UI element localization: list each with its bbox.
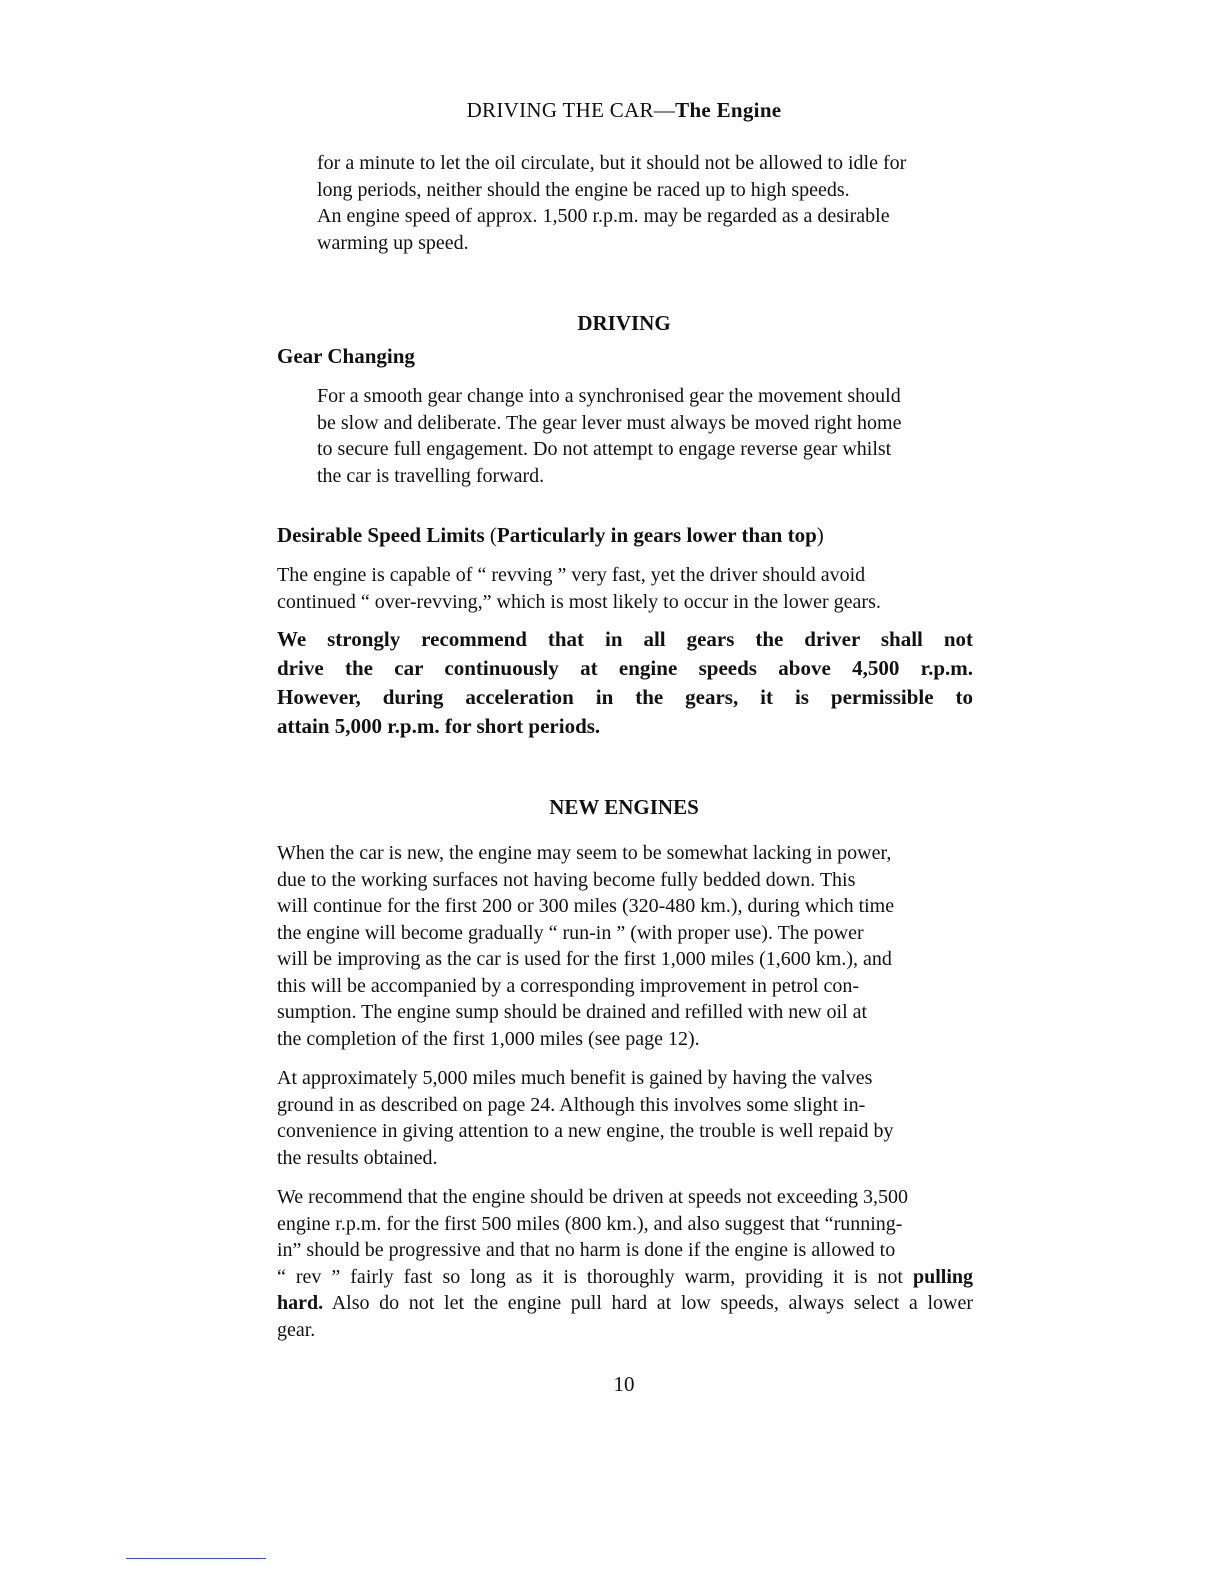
warning-line: However, during acceleration in the gears, it is permissible to [277,685,973,709]
text-line: be slow and deliberate. The gear lever must always be moved right home [317,411,902,434]
text-line-5 [277,1290,973,1317]
text-line: to secure full engagement. Do not attempt to engage reverse gear whilst [317,438,892,460]
text-line: At approximately 5,000 miles much benefit is gained by having the valves [277,1067,873,1089]
new-engines-paragraph-2 [277,1065,973,1171]
warning-line: drive the car continuously at engine speeds above 4,500 r.p.m. [277,656,973,680]
text-line: For a smooth gear change into a synchronised gear the movement should [317,385,901,407]
text-line: the engine will become gradually “ run-in ” (with proper use). The power [277,921,864,944]
speed-limits-heading: Desirable Speed Limits [277,523,485,547]
text-line: ground in as described on page 24. Although this involves some slight in- [277,1093,866,1116]
paren-close: ) [816,523,824,547]
text-line: sumption. The engine sump should be drained and refilled with new oil at [277,1001,868,1023]
text-line: long periods, neither should the engine be raced up to high speeds. [317,178,850,201]
text-line: We recommend that the engine should be driven at speeds not exceeding 3,500 [277,1186,908,1208]
subheading-gear-changing: Gear Changing [277,344,415,368]
warning-line: We strongly recommend that in all gears the driver shall not [277,627,973,651]
text-line: gear. [277,1318,316,1341]
text-line: this will be accompanied by a corresponding improvement in petrol con- [277,974,860,997]
speed-warning [277,625,973,741]
bold-text-run: hard. [277,1292,324,1314]
text-line: The engine is capable of “ revving ” very fast, yet the driver should avoid [277,564,866,586]
new-engines-paragraph-3 [277,1184,973,1343]
text-line: in” should be progressive and that no harm is done if the engine is allowed to [277,1239,896,1261]
text-line: convenience in giving attention to a new engine, the trouble is well repaid by [277,1120,894,1142]
bold-text-run: pulling [912,1265,973,1288]
text-line: the completion of the first 1,000 miles (see page 12). [277,1027,700,1050]
footnote-rule [126,1558,266,1559]
page-number: 10 [613,1372,635,1396]
warning-line: attain 5,000 r.p.m. for short periods. [277,714,601,738]
text-line-4 [277,1264,973,1291]
text-line: An engine speed of approx. 1,500 r.p.m. may be regarded as a desirable [317,205,890,227]
text-line: will be improving as the car is used for the first 1,000 miles (1,600 km.), and [277,948,892,970]
section-title-driving: DRIVING [577,311,671,335]
text-line: the car is travelling forward. [317,464,545,487]
intro-paragraph [317,150,972,256]
text-line: due to the working surfaces not having become fully bedded down. This [277,868,856,891]
running-head [0,98,1224,123]
subheading-speed-limits [277,523,824,548]
text-run: “ rev ” fairly fast so long as it is thoroughly warm, providing it is not [277,1265,913,1288]
gear-changing-paragraph [317,383,972,489]
text-line: warming up speed. [317,231,469,254]
running-head-bold: The Engine [675,98,782,122]
text-line: for a minute to let the oil circulate, but it should not be allowed to idle for [317,152,907,174]
paren-open: ( [489,523,497,547]
new-engines-paragraph-1 [277,840,973,1052]
running-head-prefix: DRIVING THE CAR— [466,98,676,122]
speed-limits-paragraph [277,562,973,615]
text-line: continued “ over-revving,” which is most likely to occur in the lower gears. [277,590,881,613]
text-run: Also do not let the engine pull hard at low speeds, always select a lower [323,1292,973,1314]
speed-limits-subheading: Particularly in gears lower than top [496,523,817,547]
text-line: the results obtained. [277,1146,438,1169]
text-line: engine r.p.m. for the first 500 miles (800 km.), and also suggest that “running- [277,1212,903,1235]
section-title-new-engines: NEW ENGINES [549,795,699,819]
text-line: will continue for the first 200 or 300 miles (320-480 km.), during which time [277,895,895,917]
text-line: When the car is new, the engine may seem to be somewhat lacking in power, [277,842,892,864]
